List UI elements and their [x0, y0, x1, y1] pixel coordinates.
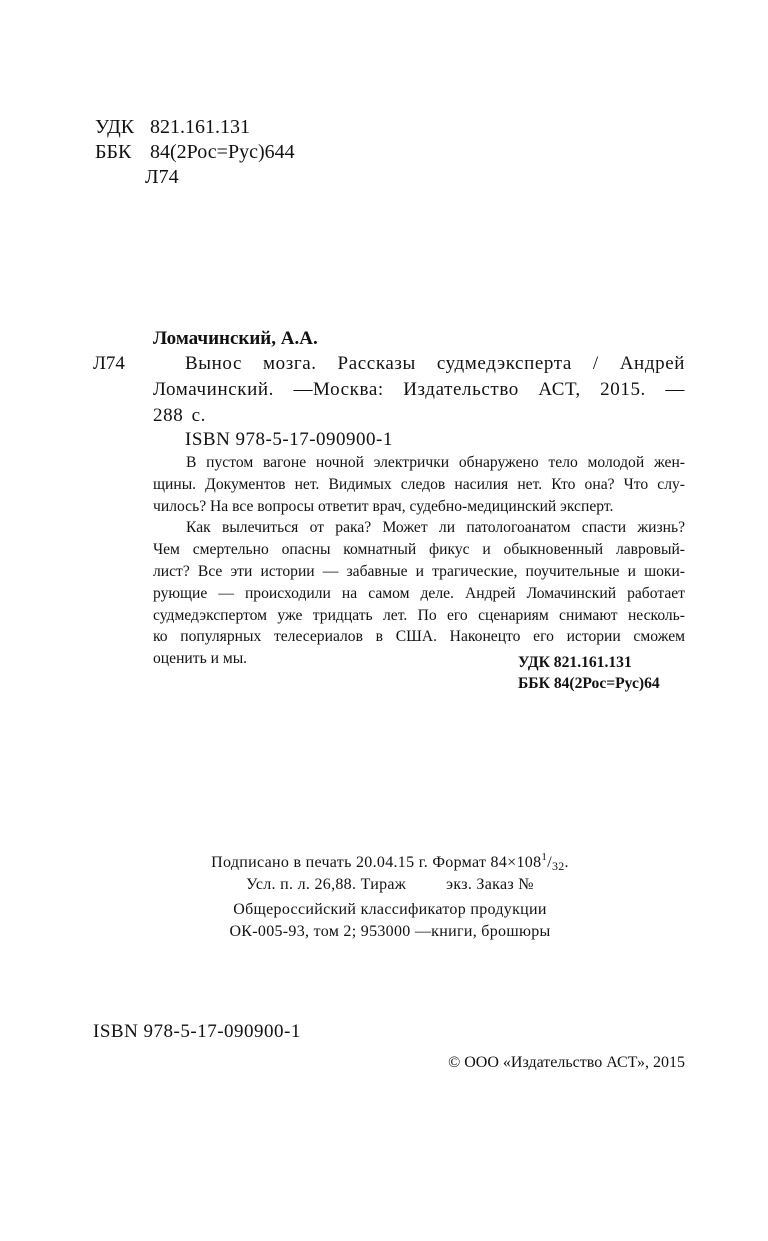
bbk-label: ББК — [95, 141, 132, 163]
bbk-bottom: ББК 84(2Рос=Рус)64 — [518, 675, 660, 692]
author-heading: Ломачинский, А.А. — [153, 328, 318, 349]
sheets-text: Усл. п. л. 26,88. Тираж — [246, 876, 407, 893]
copyright-notice: © ООО «Издательство АСТ», 2015 — [448, 1054, 685, 1071]
annotation-line: В пустом вагоне ночной электрички обнаружено тело молодой жен- — [186, 454, 685, 471]
biblio-line: Ломачинский. —Москва: Издательство АСТ, 2015. — — [153, 379, 685, 400]
record-isbn: ISBN 978-5-17-090900-1 — [185, 429, 393, 450]
udk-value: 821.161.131 — [150, 116, 250, 138]
product-classifier — [150, 899, 630, 943]
biblio-line: 288 с. — [153, 405, 207, 426]
bibliographic-description — [153, 351, 685, 429]
classifier-line-1: Общероссийский классификатор продукции — [233, 901, 547, 918]
annotation-line: Чем смертельно опасны комнатный фикус и обыкновенный лавровый- — [153, 541, 685, 559]
sheets-copies-line — [150, 874, 630, 896]
copies-order-text: экз. Заказ № — [446, 876, 534, 893]
annotation-line: щины. Документов нет. Видимых следов насилия нет. Кто она? Что слу- — [153, 475, 685, 493]
print-imprint — [150, 852, 630, 896]
classification-indices-top — [95, 115, 295, 190]
bbk-value: 84(2Рос=Рус)644 — [150, 141, 295, 163]
footer-isbn: ISBN 978-5-17-090900-1 — [93, 1021, 301, 1042]
author-mark-row — [95, 165, 295, 190]
annotation-line: Как вылечиться от рака? Может ли патологоанатом спасти жизнь? — [186, 519, 685, 537]
classification-indices-bottom — [518, 652, 660, 694]
signed-for-print-line: Подписано в печать 20.04.15 г. Формат $84\times 108^1/_{32}$. — [211, 851, 569, 873]
annotation-line: лист? Все эти истории — забавные и трагические, поучительные и шоки- — [153, 562, 685, 580]
annotation-line: оценить и мы. — [153, 650, 248, 668]
signed-text: Подписано в печать 20.04.15 г. Формат 84×108 — [211, 854, 542, 871]
bbk-row — [95, 140, 295, 165]
annotation-line: чилось? На все вопросы ответит врач, судебно-медицинский эксперт. — [153, 497, 614, 515]
format-fraction: $^1/_{32}$ — [541, 851, 565, 873]
udk-bottom: УДК 821.161.131 — [518, 654, 632, 671]
record-author-mark: Л74 — [93, 353, 125, 374]
author-mark: Л74 — [145, 166, 179, 188]
annotation-line: судмедэкспертом уже тридцать лет. По его сценариям снимают несколь- — [153, 606, 685, 624]
udk-label: УДК — [95, 116, 135, 138]
annotation-line: ко популярных телесериалов в США. Наконецто его истории сможем — [153, 628, 685, 646]
annotation — [153, 452, 685, 670]
annotation-line: рующие — происходили на самом деле. Андрей Ломачинский работает — [153, 584, 685, 602]
biblio-line: Вынос мозга. Рассказы судмедэксперта / Андрей — [185, 353, 685, 374]
classifier-line-2: ОК-005-93, том 2; 953000 —книги, брошюры — [229, 923, 551, 940]
udk-row — [95, 115, 295, 140]
